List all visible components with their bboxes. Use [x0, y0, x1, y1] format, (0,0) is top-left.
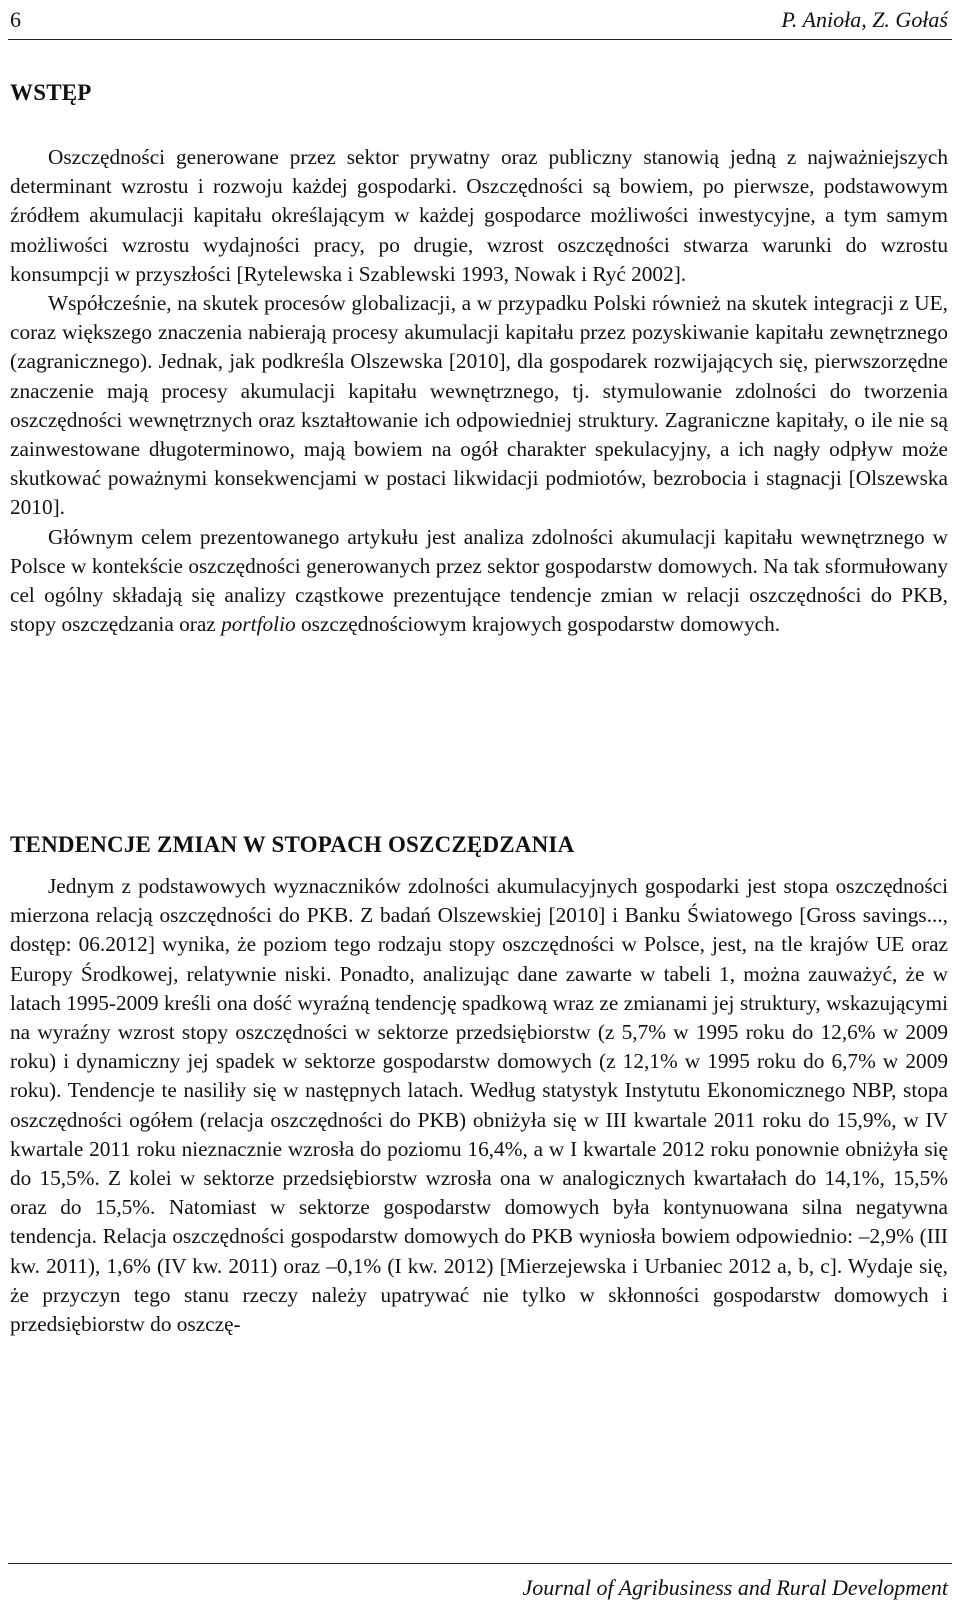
savings-body	[10, 872, 948, 1339]
savings-paragraph-1: Jednym z podstawowych wyznaczników zdolności akumulacyjnych gospodarki jest stopa oszczędności mierzona relacją oszczędności do PKB. Z badań Olszewskiej [2010] i Banku Światowego [Gross savings..., dostęp: 06.2012] wynika, że poziom tego rodzaju stopy oszczędności w Polsce, jest, na tle krajów UE oraz Europy Środkowej, relatywnie niski. Ponadto, analizując dane zawarte w tabeli 1, można zauważyć, że w latach 1995-2009 kreśli ona dość wyraźną tendencję spadkową wraz ze zmianami jej struktury, wskazującymi na wyraźny wzrost stopy oszczędności w sektorze przedsiębiorstw (z 5,7% w 1995 roku do 12,6% w 2009 roku) i dynamiczny jej spadek w sektorze gospodarstw domowych (z 12,1% w 1995 roku do 6,7% w 2009 roku). Tendencje te nasiliły się w następnych latach. Według statystyk Instytutu Ekonomicznego NBP, stopa oszczędności ogółem (relacja oszczędności do PKB) obniżyła się w III kwartale 2011 roku do 15,9%, w IV kwartale 2011 roku nieznacznie wzrosła do poziomu 16,4%, a w I kwartale 2012 roku ponownie obniżyła się do 15,5%. Z kolei w sektorze przedsiębiorstw wzrosła ona w analogicznych kwartałach do 14,1%, 15,5% oraz do 15,5%. Natomiast w sektorze gospodarstw domowych była kontynuowana silna negatywna tendencja. Relacja oszczędności gospodarstw domowych do PKB wyniosła bowiem odpowiednio: –2,9% (III kw. 2011), 1,6% (IV kw. 2011) oraz –0,1% (I kw. 2012) [Mierzejewska i Urbaniec 2012 a, b, c]. Wydaje się, że przyczyn tego stanu rzeczy należy upatrywać nie tylko w skłonności gospodarstw domowych i przedsiębiorstw do oszczę-	[10, 874, 948, 1337]
intro-paragraph-2: Współcześnie, na skutek procesów globalizacji, a w przypadku Polski również na skutek integracji z UE, coraz większego znaczenia nabierają procesy akumulacji kapitału przez pozyskiwanie kapitału zewnętrznego (zagranicznego). Jednak, jak podkreśla Olszewska [2010], dla gospodarek rozwijających się, pierwszorzędne znaczenie mają procesy akumulacji kapitału wewnętrznego, tj. stymulowanie zdolności do tworzenia oszczędności wewnętrznych oraz kształtowanie ich odpowiedniej struktury. Zagraniczne kapitały, o ile nie są zainwestowane długoterminowo, mają bowiem na ogół charakter spekulacyjny, a ich nagły odpływ może skutkować poważnymi konsekwencjami w postaci likwidacji podmiotów, bezrobocia i stagnacji [Olszewska 2010].	[10, 291, 948, 520]
running-header	[8, 6, 952, 38]
page-number: 6	[10, 7, 21, 32]
journal-footer: Journal of Agribusiness and Rural Development	[522, 1575, 948, 1600]
intro-paragraph-1: Oszczędności generowane przez sektor prywatny oraz publiczny stanowią jedną z najważniejszych determinant wzrostu i rozwoju każdej gospodarki. Oszczędności są bowiem, po pierwsze, podstawowym źródłem akumulacji kapitału określającym w każdej gospodarce możliwości inwestycyjne, a tym samym możliwości wzrostu wydajności pracy, po drugie, wzrost oszczędności stwarza warunki do wzrostu konsumpcji w przyszłości [Rytelewska i Szablewski 1993, Nowak i Ryć 2002].	[10, 145, 948, 286]
intro-paragraph-3	[10, 523, 948, 640]
intro-paragraph-3-italic-term: portfolio	[221, 612, 296, 637]
intro-body	[10, 143, 948, 639]
section-heading-savings: TENDENCJE ZMIAN W STOPACH OSZCZĘDZANIA	[10, 832, 575, 857]
section-heading-intro: WSTĘP	[10, 80, 92, 105]
running-authors: P. Anioła, Z. Gołaś	[781, 7, 948, 32]
intro-paragraph-3-part-1: Głównym celem prezentowanego artykułu jest analiza zdolności akumulacji kapitału wewnętrznego w Polsce w kontekście oszczędności generowanych przez sektor gospodarstw domowych. Na tak sformułowany cel ogólny składają się analizy cząstkowe prezentujące tendencje zmian w relacji oszczędności do PKB, stopy oszczędzania oraz	[10, 524, 948, 637]
header-rule	[8, 39, 952, 40]
footer-rule	[8, 1563, 952, 1564]
intro-paragraph-3-part-2: oszczędnościowym krajowych gospodarstw domowych.	[295, 612, 781, 637]
